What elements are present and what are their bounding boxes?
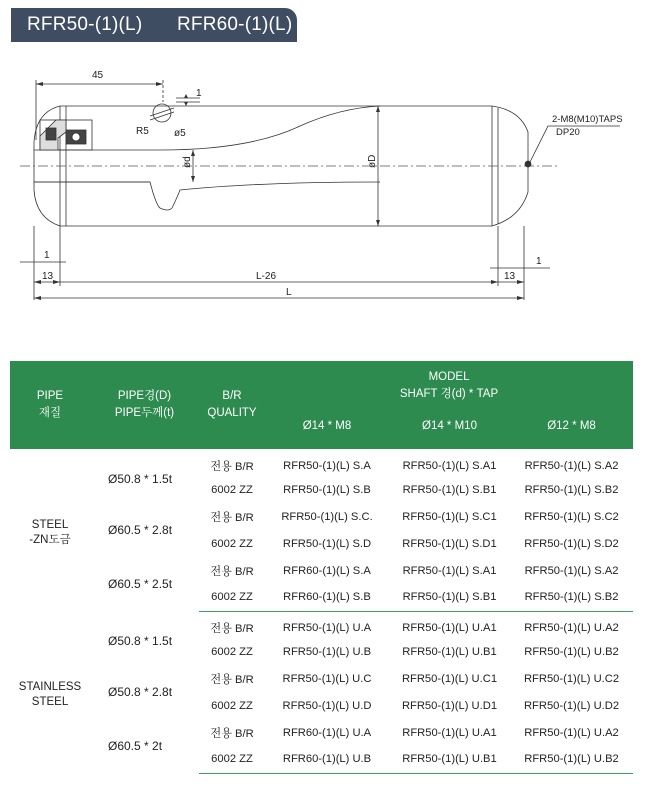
table-row [10,719,633,746]
title-bar [11,8,297,42]
table-row [10,665,633,692]
arrow-45-left [36,82,43,86]
model-cell: RFR50-(1)(L) U.A2 [524,621,619,634]
depth-label: DP20 [556,127,580,138]
br-cell: 전용 B/R [210,565,254,578]
model-cell: RFR50-(1)(L) U.A2 [524,726,619,739]
dim-label-45: 45 [92,70,104,81]
model-cell: RFR50-(1)(L) S.A2 [524,564,619,577]
dim-label-1-top: 1 [196,88,202,99]
dim-label-l26: L-26 [256,271,277,282]
model-cell: RFR50-(1)(L) U.C1 [401,672,498,685]
model-cell: RFR50-(1)(L) U.B2 [524,645,619,658]
model-cell: RFR50-(1)(L) S.B2 [510,584,633,611]
model-cell: RFR50-(1)(L) S.B1 [389,584,510,611]
br-cell: 전용 B/R [210,622,254,635]
model-cell: RFR50-(1)(L) U.A [282,621,372,634]
model-cell: RFR60-(1)(L) U.B [265,746,389,773]
dim-label-r5: R5 [136,126,149,137]
model-cell: RFR50-(1)(L) U.C2 [523,672,620,685]
header-col-14-m10: Ø14 * M10 [389,403,510,449]
br-cell: 6002 ZZ [199,746,265,773]
br-cell: 6002 ZZ [211,483,253,496]
model-cell: RFR50-(1)(L) U.D2 [523,699,620,712]
model-cell: RFR50-(1)(L) U.D1 [401,699,498,712]
material-cell: STEEL -ZN도금 [29,519,71,546]
model-cell: RFR50-(1)(L) U.C [282,672,372,685]
br-cell: 전용 B/R [210,673,254,686]
model-cell: RFR50-(1)(L) U.B2 [510,746,633,773]
model-cell: RFR60-(1)(L) S.B [265,584,389,611]
pipe-size-cell: Ø50.8 * 2.8t [108,685,173,699]
header-pipe-material: PIPE 재질 [10,361,90,449]
table-row [10,611,633,638]
model-cell: RFR50-(1)(L) S.C1 [402,510,497,523]
br-cell: 전용 B/R [210,727,254,740]
model-cell: RFR50-(1)(L) U.D [282,699,372,712]
model-cell: RFR50-(1)(L) U.B1 [402,645,497,658]
material-cell: STAINLESS STEEL [18,681,82,708]
br-cell: 6002 ZZ [211,645,253,658]
br-cell: 6002 ZZ [199,584,265,611]
model-cell: RFR50-(1)(L) S.D2 [524,537,619,550]
model-cell: RFR60-(1)(L) S.A [283,564,371,577]
model-cell: RFR50-(1)(L) S.B1 [402,483,497,496]
model-table [10,361,633,774]
title-model-rfr50: RFR50-(1)(L) [27,14,143,35]
header-model: MODEL SHAFT 경(d) * TAP [265,361,633,403]
arrow-45-right [156,82,163,86]
model-cell: RFR50-(1)(L) S.A2 [524,459,619,472]
dim-label-1-right: 1 [536,256,542,267]
dim-label-phi5: ø5 [174,128,186,139]
pipe-size-cell: Ø60.5 * 2.8t [108,523,173,537]
shaft-groove [34,182,380,210]
br-cell: 전용 B/R [210,460,254,473]
header-bearing-quality: B/R QUALITY [199,361,265,449]
br-cell: 6002 ZZ [211,699,253,712]
table-row [10,449,633,476]
table-row [10,503,633,530]
pipe-size-cell: Ø60.5 * 2.5t [108,577,173,591]
model-cell: RFR50-(1)(L) U.B1 [389,746,510,773]
header-col-14-m8: Ø14 * M8 [265,403,389,449]
model-cell: RFR50-(1)(L) S.A1 [402,459,497,472]
pipe-size-cell: Ø50.8 * 1.5t [108,472,173,486]
pipe-size-cell: Ø60.5 * 2t [108,739,163,753]
model-cell: RFR50-(1)(L) S.A1 [402,564,497,577]
model-cell: RFR60-(1)(L) U.A [282,726,372,739]
dim-label-phiD: øD [367,154,378,168]
model-cell: RFR50-(1)(L) S.B [283,483,371,496]
model-cell: RFR50-(1)(L) S.C. [281,510,373,523]
header-pipe-dimension: PIPE경(D) PIPE두께(t) [90,361,199,449]
model-cell: RFR50-(1)(L) S.B2 [524,483,619,496]
br-cell: 전용 B/R [210,511,254,524]
hole-circle [153,104,171,122]
roller-technical-drawing [0,50,647,315]
dim-label-phid: ød [182,156,193,168]
br-cell: 6002 ZZ [211,537,253,550]
model-cell: RFR50-(1)(L) U.B [282,645,372,658]
title-model-rfr60: RFR60-(1)(L) [177,14,293,35]
model-cell: RFR50-(1)(L) S.A [283,459,371,472]
taps-label: 2-M8(M10)TAPS [552,114,623,125]
dim-label-13-left: 13 [42,271,54,282]
dim-label-13-right: 13 [504,271,516,282]
model-cell: RFR50-(1)(L) S.C2 [524,510,619,523]
table-row [10,557,633,584]
leader-taps [530,126,548,162]
dim-label-L: L [286,287,292,298]
dim-label-1-left: 1 [44,250,50,261]
model-cell: RFR50-(1)(L) S.D [282,537,372,550]
pipe-size-cell: Ø50.8 * 1.5t [108,634,173,648]
model-cell: RFR50-(1)(L) S.D1 [402,537,497,550]
model-cell: RFR50-(1)(L) U.A1 [402,621,497,634]
header-col-12-m8: Ø12 * M8 [510,403,633,449]
model-cell: RFR50-(1)(L) U.A1 [402,726,497,739]
